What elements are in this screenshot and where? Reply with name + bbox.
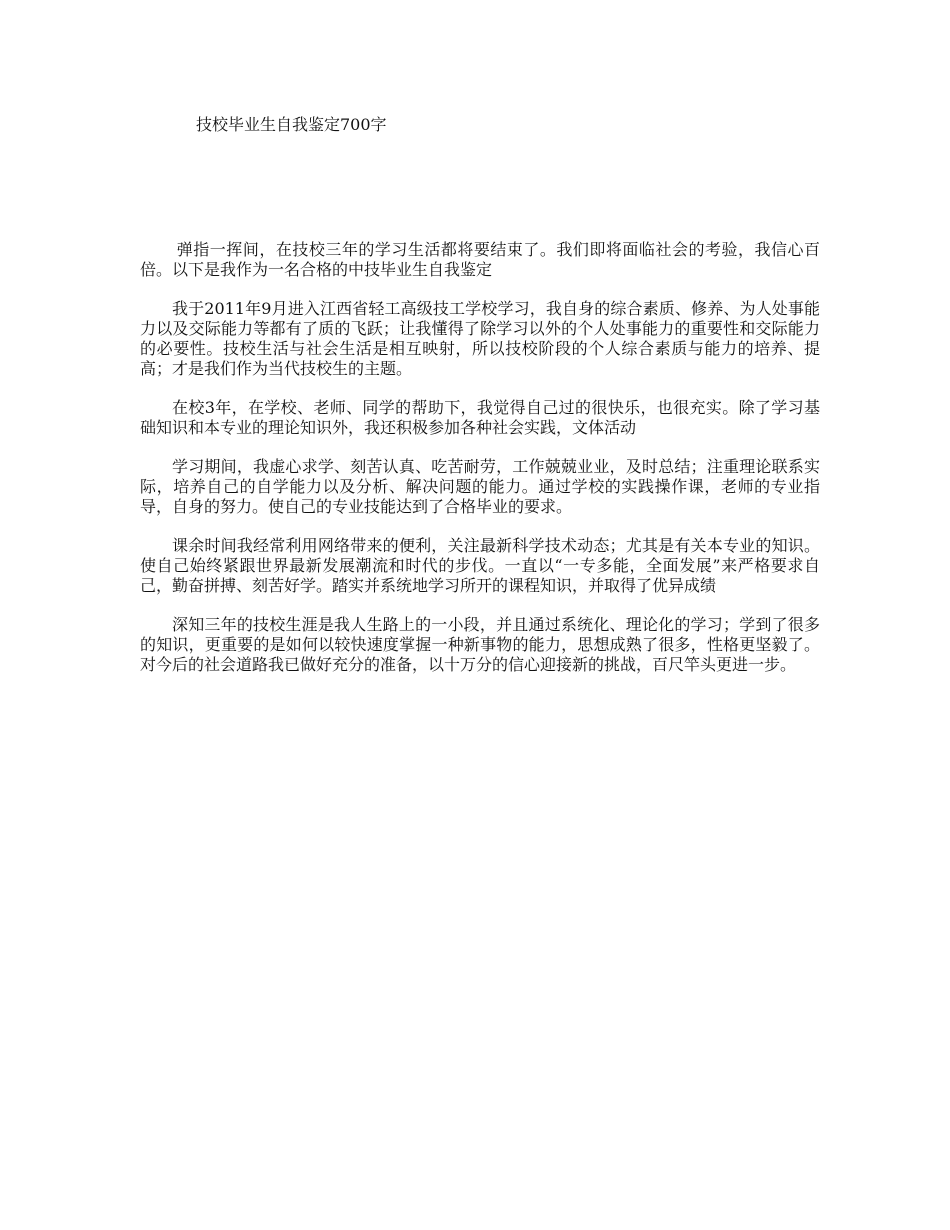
paragraph-intro: 弹指一挥间，在技校三年的学习生活都将要结束了。我们即将面临社会的考验，我信心百倍。以下是我作为一名合格的中技毕业生自我鉴定: [140, 240, 820, 279]
document-body: [140, 240, 820, 694]
paragraph-spare-time: 课余时间我经常利用网络带来的便利，关注最新科学技术动态；尤其是有关本专业的知识。使自己始终紧跟世界最新发展潮流和时代的步伐。一直以“一专多能，全面发展”来严格要求自己，勤奋拼搏、刻苦好学。踏实并系统地学习所开的课程知识，并取得了优异成绩: [140, 536, 820, 595]
document-title: 技校毕业生自我鉴定700字: [196, 115, 387, 134]
paragraph-school-life: 在校3年，在学校、老师、同学的帮助下，我觉得自己过的很快乐，也很充实。除了学习基础知识和本专业的理论知识外，我还积极参加各种社会实践，文体活动: [140, 398, 820, 437]
paragraph-enrollment: 我于2011年9月进入江西省轻工高级技工学校学习，我自身的综合素质、修养、为人处事能力以及交际能力等都有了质的飞跃；让我懂得了除学习以外的个人处事能力的重要性和交际能力的必要性。技校生活与社会生活是相互映射，所以技校阶段的个人综合素质与能力的培养、提高；才是我们作为当代技校生的主题。: [140, 299, 820, 378]
paragraph-study: 学习期间，我虚心求学、刻苦认真、吃苦耐劳，工作兢兢业业，及时总结；注重理论联系实际，培养自己的自学能力以及分析、解决问题的能力。通过学校的实践操作课，老师的专业指导，自身的努力。使自己的专业技能达到了合格毕业的要求。: [140, 457, 820, 516]
paragraph-conclusion: 深知三年的技校生涯是我人生路上的一小段，并且通过系统化、理论化的学习；学到了很多的知识，更重要的是如何以较快速度掌握一种新事物的能力，思想成熟了很多，性格更坚毅了。对今后的社会道路我已做好充分的准备，以十万分的信心迎接新的挑战，百尺竿头更进一步。: [140, 615, 820, 674]
